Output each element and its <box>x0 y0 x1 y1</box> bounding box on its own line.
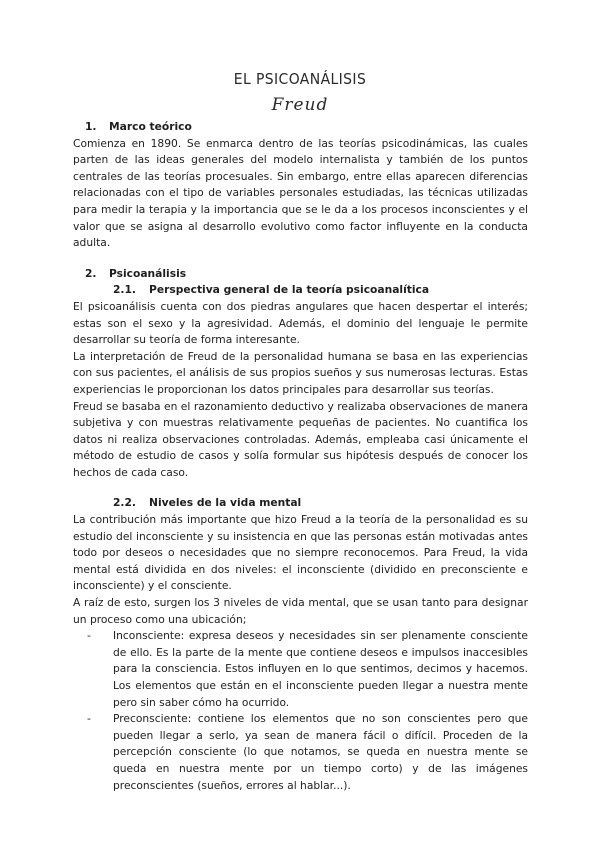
section-heading-psicoanalisis <box>73 266 528 283</box>
subsection-heading-niveles <box>73 495 528 512</box>
list-item-text: Preconsciente: contiene los elementos que no son conscientes pero que pueden llegar a serlo, ya sean de manera fácil o difícil. Proceden de la percepción consciente (lo que notamos, se queda en nuestra mente se queda en nuestra mente por un tiempo corto) y de las imágenes preconscientes (sueños, errores al hablar...). <box>113 712 528 792</box>
subsection-number: 2.1. <box>113 283 136 297</box>
section-title: Psicoanálisis <box>109 266 187 280</box>
document-body <box>73 119 528 794</box>
subsection-heading-perspectiva <box>73 282 528 299</box>
dash-bullet: - <box>87 712 91 726</box>
section-title: Marco teórico <box>109 120 192 133</box>
section-number: 2. <box>85 266 97 280</box>
paragraph: A raíz de esto, surgen los 3 niveles de vida mental, que se usan tanto para designar un proceso como una ubicación; <box>73 596 528 626</box>
dash-bullet: - <box>87 629 91 643</box>
section-heading-marco-teorico <box>73 119 528 136</box>
subsection-title: Niveles de la vida mental <box>149 496 302 510</box>
subsection-title: Perspectiva general de la teoría psicoanalítica <box>149 283 430 297</box>
subsection-number: 2.2. <box>113 496 136 510</box>
paragraph: La contribución más importante que hizo Freud a la teoría de la personalidad es su estudio del inconsciente y su insistencia en que las personas están motivadas antes todo por deseos o necesidades que no siempre reconocemos. Para Freud, la vida mental está dividida en dos niveles: el inconsciente (dividido en preconsciente e inconsciente) y el consciente. <box>73 513 528 593</box>
list-item-text: Inconsciente: expresa deseos y necesidades sin ser plenamente consciente de ello. Es la parte de la mente que contiene deseos e impulsos inaccesibles para la consciencia. Estos influyen en lo que sentimos, decimos y hacemos. Los elementos que están en el inconsciente pueden llegar a nuestra mente pero sin saber cómo ha ocurrido. <box>113 629 528 709</box>
paragraph: La interpretación de Freud de la personalidad humana se basa en las experiencias con sus pacientes, el análisis de sus propios sueños y sus numerosas lecturas. Estas experiencias le proporcionan los datos principales para desarrollar sus teorías. <box>73 349 528 396</box>
section-number: 1. <box>85 120 97 133</box>
paragraph: Comienza en 1890. Se enmarca dentro de las teorías psicodinámicas, las cuales parten de las ideas generales del modelo internalista y también de los puntos centrales de las teorías procesuales. Sin embargo, entre ellas aparecen diferencias relacionadas con el tipo de variables personales estudiadas, las técnicas utilizadas para medir la terapia y la importancia que se le da a los procesos inconscientes y el valor que se asigna al desarrollo evolutivo como factor influyente en la conducta adulta. <box>73 136 528 250</box>
document-title: EL PSICOANÁLISIS <box>233 70 367 88</box>
paragraph: Freud se basaba en el razonamiento deductivo y realizaba observaciones de manera subjetiva y con muestras relativamente pequeñas de pacientes. No cuantifica los datos ni realiza observaciones controladas. Además, empleaba casi únicamente el método de estudio de casos y solía formular sus hipótesis después de conocer los hechos de cada caso. <box>73 399 528 479</box>
document-subtitle: Freud <box>271 95 329 115</box>
list-item <box>73 628 528 711</box>
paragraph: El psicoanálisis cuenta con dos piedras angulares que hacen despertar el interés; estas son el sexo y la agresividad. Además, el dominio del lenguaje le permite desarrollar su teoría de forma interesante. <box>73 299 528 347</box>
mental-levels-list <box>73 628 528 794</box>
list-item <box>73 711 528 794</box>
